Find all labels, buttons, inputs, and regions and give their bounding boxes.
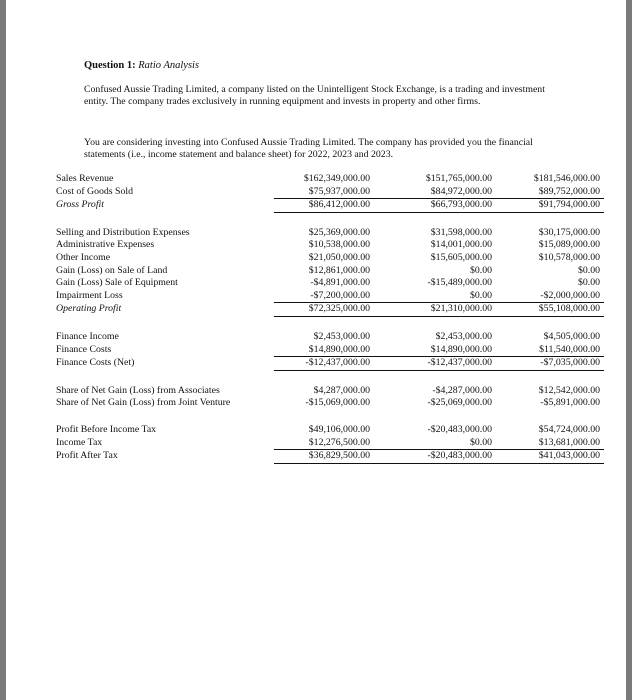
value-cell: $0.00 bbox=[469, 289, 492, 301]
value-cell: $14,001,000.00 bbox=[430, 239, 492, 251]
value-cell: $11,540,000.00 bbox=[539, 343, 600, 355]
question-label: Question 1: bbox=[84, 60, 136, 71]
value-cell: $10,578,000.00 bbox=[538, 251, 600, 263]
table-row bbox=[56, 186, 604, 199]
value-cell: $54,724,000.00 bbox=[538, 423, 600, 435]
value-cell: $25,369,000.00 bbox=[308, 226, 370, 238]
value-cell: -$25,069,000.00 bbox=[427, 397, 492, 409]
value-cell: $14,890,000.00 bbox=[430, 343, 492, 355]
value-cell: -$2,000,000.00 bbox=[540, 289, 600, 301]
value-cell: $15,605,000.00 bbox=[430, 251, 492, 263]
value-cell: $55,108,000.00 bbox=[496, 303, 604, 317]
context-paragraph: You are considering investing into Confused Aussie Trading Limited. The company has provided you the financial statements (i.e., income statement and balance sheet) for 2022, 2023 and 2023. bbox=[84, 137, 533, 160]
table-row bbox=[56, 277, 604, 290]
value-cell: $12,861,000.00 bbox=[308, 264, 370, 276]
table-row bbox=[56, 437, 604, 450]
table-row bbox=[56, 331, 604, 344]
value-cell: -$7,200,000.00 bbox=[310, 289, 370, 301]
value-cell: $12,276,500.00 bbox=[308, 436, 370, 448]
value-cell: $49,106,000.00 bbox=[308, 423, 370, 435]
value-cell: $15,089,000.00 bbox=[538, 239, 600, 251]
row-label: Gross Profit bbox=[56, 199, 104, 211]
value-cell: $0.00 bbox=[577, 277, 600, 289]
row-label: Other Income bbox=[56, 251, 111, 263]
value-cell: -$4,891,000.00 bbox=[310, 277, 370, 289]
value-cell: $89,752,000.00 bbox=[538, 185, 600, 197]
value-cell: $2,453,000.00 bbox=[435, 330, 492, 342]
table-row bbox=[56, 199, 604, 213]
row-label: Profit After Tax bbox=[56, 450, 118, 462]
value-cell: $30,175,000.00 bbox=[538, 226, 600, 238]
value-cell: $72,325,000.00 bbox=[274, 303, 374, 317]
row-label: Finance Costs (Net) bbox=[56, 357, 135, 369]
table-row bbox=[56, 344, 604, 357]
value-cell: $75,937,000.00 bbox=[308, 185, 370, 197]
value-cell: $13,681,000.00 bbox=[538, 436, 600, 448]
value-cell: $41,043,000.00 bbox=[496, 450, 604, 464]
value-cell: -$20,483,000.00 bbox=[427, 423, 492, 435]
income-statement bbox=[56, 173, 600, 464]
value-cell: -$4,287,000.00 bbox=[432, 384, 492, 396]
value-cell: $86,412,000.00 bbox=[274, 199, 374, 213]
row-label: Finance Income bbox=[56, 330, 119, 342]
table-row bbox=[56, 303, 604, 317]
row-label: Gain (Loss) on Sale of Land bbox=[56, 264, 168, 276]
value-cell: $84,972,000.00 bbox=[430, 185, 492, 197]
value-cell: -$15,069,000.00 bbox=[305, 397, 370, 409]
row-label: Selling and Distribution Expenses bbox=[56, 226, 190, 238]
value-cell: -$7,035,000.00 bbox=[496, 357, 604, 371]
value-cell: $14,890,000.00 bbox=[308, 343, 370, 355]
row-label: Impairment Loss bbox=[56, 290, 123, 301]
table-row bbox=[56, 450, 604, 464]
value-cell: -$5,891,000.00 bbox=[540, 397, 600, 409]
value-cell: $0.00 bbox=[469, 436, 492, 448]
table-row bbox=[56, 227, 604, 240]
row-label: Operating Profit bbox=[56, 303, 122, 315]
intro-paragraph: Confused Aussie Trading Limited, a company listed on the Unintelligent Stock Exchange, is a trading and investment entity. The company trades exclusively in running equipment and invests in property and other firms. bbox=[84, 84, 545, 107]
question-topic: Ratio Analysis bbox=[138, 60, 200, 71]
document-page bbox=[6, 0, 626, 700]
table-row bbox=[56, 252, 604, 265]
value-cell: $66,793,000.00 bbox=[374, 199, 496, 213]
table-row bbox=[56, 265, 604, 278]
value-cell: $181,546,000.00 bbox=[533, 173, 600, 184]
row-label: Share of Net Gain (Loss) from Associates bbox=[56, 384, 220, 396]
table-row bbox=[56, 424, 604, 437]
question-title bbox=[84, 60, 199, 71]
row-label: Profit Before Income Tax bbox=[56, 423, 157, 435]
value-cell: $2,453,000.00 bbox=[313, 330, 370, 342]
value-cell: $0.00 bbox=[577, 264, 600, 276]
row-label: Finance Costs bbox=[56, 343, 112, 355]
table-row bbox=[56, 357, 604, 371]
row-label: Administrative Expenses bbox=[56, 239, 155, 251]
income-statement-table bbox=[56, 173, 604, 464]
table-row bbox=[56, 385, 604, 398]
value-cell: $36,829,500.00 bbox=[274, 450, 374, 464]
value-cell: $0.00 bbox=[469, 264, 492, 276]
table-row bbox=[56, 173, 604, 186]
table-row bbox=[56, 397, 604, 410]
value-cell: $31,598,000.00 bbox=[430, 226, 492, 238]
table-row bbox=[56, 290, 604, 303]
value-cell: $4,287,000.00 bbox=[313, 384, 370, 396]
value-cell: -$12,437,000.00 bbox=[274, 357, 374, 371]
value-cell: $4,505,000.00 bbox=[543, 330, 600, 342]
value-cell: $12,542,000.00 bbox=[538, 384, 600, 396]
row-label: Income Tax bbox=[56, 436, 103, 448]
table-row bbox=[56, 239, 604, 252]
row-label: Sales Revenue bbox=[56, 173, 114, 184]
row-label: Share of Net Gain (Loss) from Joint Venture bbox=[56, 397, 231, 409]
value-cell: -$15,489,000.00 bbox=[427, 277, 492, 289]
value-cell: $10,538,000.00 bbox=[308, 239, 370, 251]
value-cell: $162,349,000.00 bbox=[303, 173, 370, 184]
value-cell: $21,050,000.00 bbox=[308, 251, 370, 263]
value-cell: $21,310,000.00 bbox=[374, 303, 496, 317]
value-cell: $151,765,000.00 bbox=[425, 173, 492, 184]
value-cell: -$20,483,000.00 bbox=[374, 450, 496, 464]
row-label: Gain (Loss) Sale of Equipment bbox=[56, 277, 178, 289]
row-label: Cost of Goods Sold bbox=[56, 185, 134, 197]
value-cell: -$12,437,000.00 bbox=[374, 357, 496, 371]
page-edge-right bbox=[626, 0, 632, 700]
value-cell: $91,794,000.00 bbox=[496, 199, 604, 213]
